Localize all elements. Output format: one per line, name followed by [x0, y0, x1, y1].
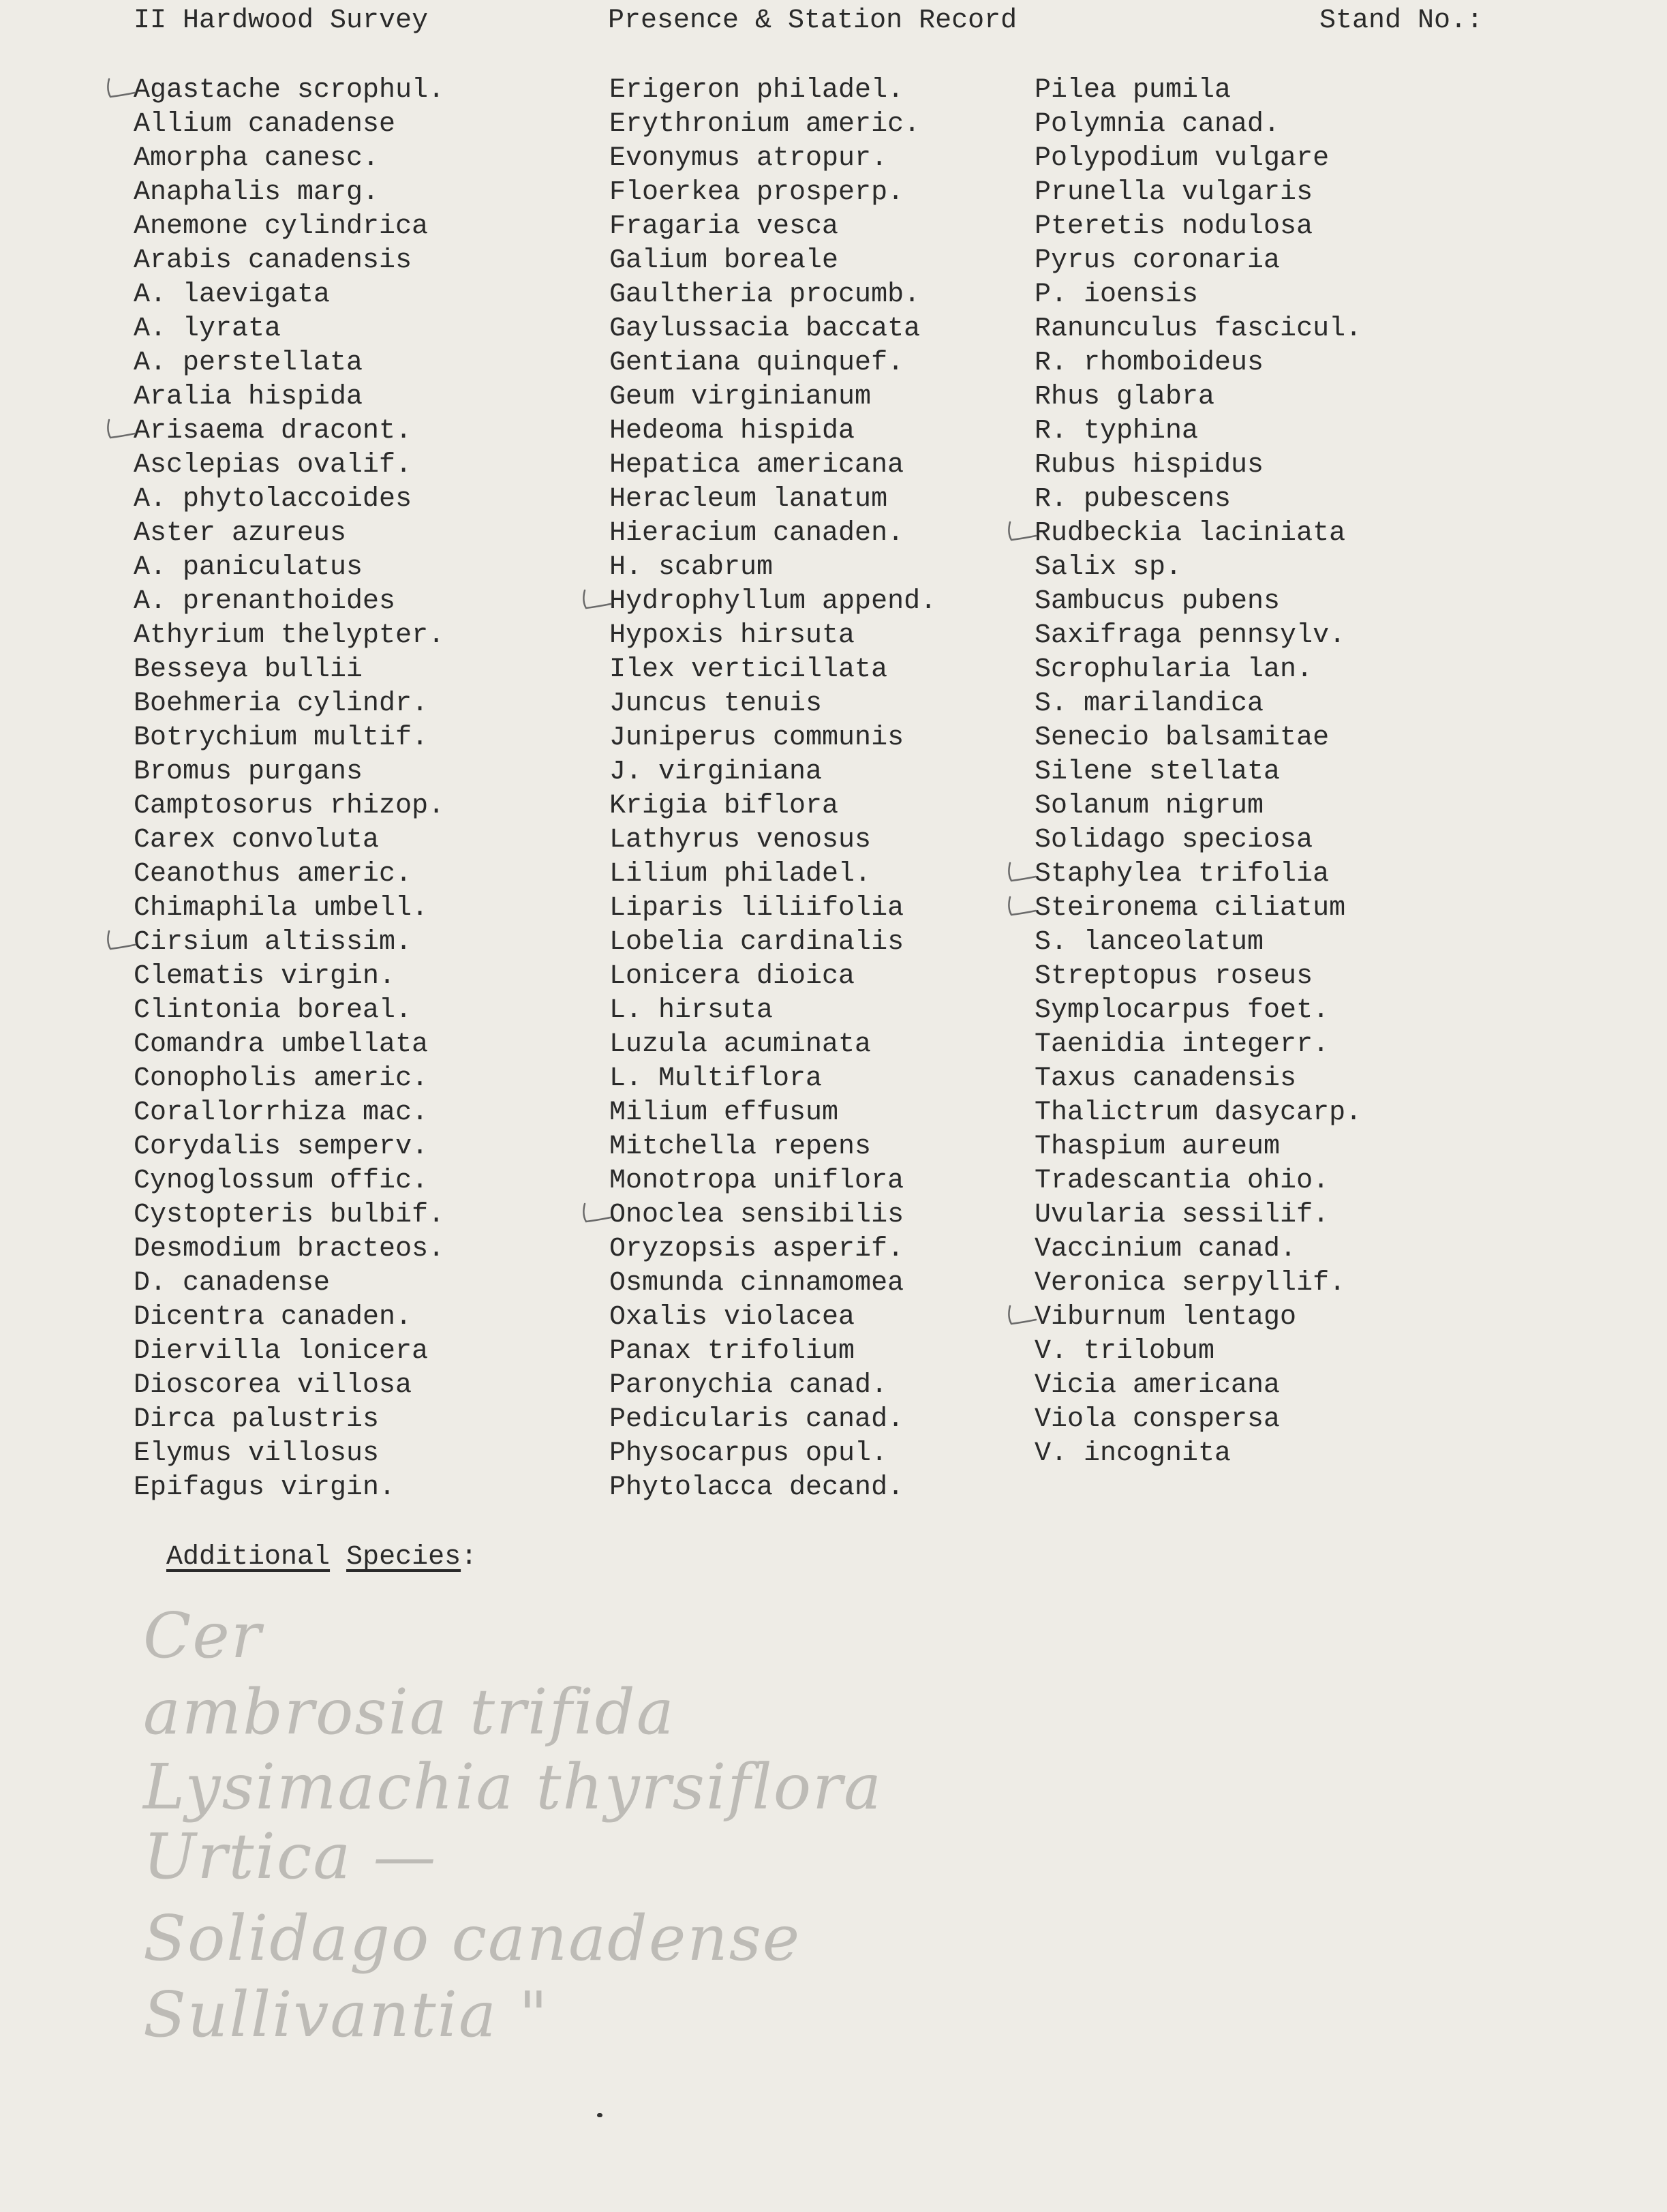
species-name: P. ioensis	[1035, 279, 1199, 310]
species-item	[609, 1335, 936, 1369]
handwritten-line-1: Cer	[143, 1599, 262, 1672]
species-name: Scrophularia lan.	[1035, 654, 1313, 685]
pencil-check-icon	[105, 75, 136, 102]
species-name: Onoclea sensibilis	[609, 1200, 904, 1230]
species-name: A. perstellata	[134, 348, 363, 378]
species-name: Dirca palustris	[134, 1404, 380, 1435]
species-item	[609, 210, 936, 244]
species-item	[134, 74, 444, 108]
pencil-check-icon	[581, 1200, 612, 1227]
species-item	[609, 449, 936, 483]
species-item	[1035, 449, 1362, 483]
species-name: Corallorrhiza mac.	[134, 1097, 429, 1128]
pencil-check-icon	[1006, 1302, 1037, 1329]
species-item	[609, 1471, 936, 1505]
species-name: Oxalis violacea	[609, 1302, 855, 1333]
species-item	[609, 142, 936, 176]
species-name: Athyrium thelypter.	[134, 620, 445, 651]
species-name: Botrychium multif.	[134, 723, 429, 753]
species-name: Dicentra canaden.	[134, 1302, 412, 1333]
species-name: S. marilandica	[1035, 688, 1264, 719]
species-name: Heracleum lanatum	[609, 484, 888, 515]
species-item	[609, 74, 936, 108]
species-name: Allium canadense	[134, 109, 396, 140]
species-name: Symplocarpus foet.	[1035, 995, 1330, 1026]
species-name: Senecio balsamitae	[1035, 723, 1330, 753]
species-name: Cystopteris bulbif.	[134, 1200, 445, 1230]
species-name: Thaspium aureum	[1035, 1132, 1281, 1162]
species-name: Hieracium canaden.	[609, 518, 904, 549]
species-item	[609, 244, 936, 278]
species-item	[609, 789, 936, 823]
species-item	[1035, 244, 1362, 278]
species-item	[1035, 312, 1362, 346]
species-item	[1035, 517, 1362, 551]
species-name: Uvularia sessilif.	[1035, 1200, 1330, 1230]
species-item	[1035, 483, 1362, 517]
species-item	[1035, 789, 1362, 823]
species-item	[1035, 926, 1362, 960]
species-name: Juniperus communis	[609, 723, 904, 753]
species-name: Viburnum lentago	[1035, 1302, 1297, 1333]
species-item	[134, 1403, 444, 1437]
species-item	[134, 483, 444, 517]
species-item	[134, 1369, 444, 1403]
species-item	[609, 585, 936, 619]
species-name: Staphylea trifolia	[1035, 859, 1330, 890]
species-item	[134, 653, 444, 687]
species-item	[1035, 755, 1362, 789]
species-name: Clintonia boreal.	[134, 995, 412, 1026]
species-item	[134, 789, 444, 823]
species-name: Hypoxis hirsuta	[609, 620, 855, 651]
species-item	[609, 755, 936, 789]
species-name: Hydrophyllum append.	[609, 586, 937, 617]
species-name: Hepatica americana	[609, 450, 904, 481]
species-name: Ceanothus americ.	[134, 859, 412, 890]
species-name: Ranunculus fascicul.	[1035, 314, 1362, 344]
species-name: Elymus villosus	[134, 1438, 380, 1469]
species-item	[134, 108, 444, 142]
species-item	[1035, 1403, 1362, 1437]
species-item	[1035, 142, 1362, 176]
species-name: L. Multiflora	[609, 1063, 823, 1094]
species-name: Pedicularis canad.	[609, 1404, 904, 1435]
species-name: Solanum nigrum	[1035, 791, 1264, 821]
species-item	[134, 312, 444, 346]
species-item	[609, 1301, 936, 1335]
species-name: Vicia americana	[1035, 1370, 1281, 1401]
species-name: Anemone cylindrica	[134, 211, 429, 242]
species-name: Monotropa uniflora	[609, 1166, 904, 1196]
species-name: Rudbeckia laciniata	[1035, 518, 1346, 549]
species-item	[134, 142, 444, 176]
species-item	[1035, 994, 1362, 1028]
species-name: Krigia biflora	[609, 791, 839, 821]
species-item	[1035, 1164, 1362, 1198]
species-item	[1035, 1369, 1362, 1403]
species-name: Veronica serpyllif.	[1035, 1268, 1346, 1299]
species-name: Lilium philadel.	[609, 859, 872, 890]
species-item	[609, 1028, 936, 1062]
species-name: R. rhomboideus	[1035, 348, 1264, 378]
species-item	[134, 994, 444, 1028]
species-item	[609, 653, 936, 687]
species-item	[609, 1130, 936, 1164]
species-column-2	[609, 74, 936, 1505]
species-item	[609, 994, 936, 1028]
species-item	[1035, 380, 1362, 414]
species-item	[1035, 1096, 1362, 1130]
species-item	[134, 585, 444, 619]
species-name: Silene stellata	[1035, 757, 1281, 787]
species-item	[1035, 176, 1362, 210]
species-name: Paronychia canad.	[609, 1370, 888, 1401]
species-name: Dioscorea villosa	[134, 1370, 412, 1401]
species-name: Asclepias ovalif.	[134, 450, 412, 481]
species-name: Conopholis americ.	[134, 1063, 429, 1094]
species-name: Camptosorus rhizop.	[134, 791, 445, 821]
species-name: Gaultheria procumb.	[609, 279, 921, 310]
species-name: Desmodium bracteos.	[134, 1234, 445, 1264]
species-name: Sambucus pubens	[1035, 586, 1281, 617]
species-name: Ilex verticillata	[609, 654, 888, 685]
species-name: Osmunda cinnamomea	[609, 1268, 904, 1299]
species-name: S. lanceolatum	[1035, 927, 1264, 958]
species-name: Tradescantia ohio.	[1035, 1166, 1330, 1196]
species-name: J. virginiana	[609, 757, 823, 787]
species-item	[609, 108, 936, 142]
species-name: Erigeron philadel.	[609, 75, 904, 106]
species-name: Erythronium americ.	[609, 109, 921, 140]
species-name: Polypodium vulgare	[1035, 143, 1330, 174]
species-item	[134, 619, 444, 653]
species-name: A. phytolaccoides	[134, 484, 412, 515]
species-item	[1035, 1130, 1362, 1164]
species-name: Diervilla lonicera	[134, 1336, 429, 1367]
pencil-check-icon	[105, 927, 136, 954]
species-name: Polymnia canad.	[1035, 109, 1281, 140]
species-item	[134, 960, 444, 994]
pencil-check-icon	[1006, 859, 1037, 886]
stand-number-label: Stand No.:	[1319, 5, 1484, 36]
species-name: Gentiana quinquef.	[609, 348, 904, 378]
species-item	[1035, 1198, 1362, 1232]
species-name: Pteretis nodulosa	[1035, 211, 1313, 242]
species-item	[1035, 1437, 1362, 1471]
species-item	[134, 449, 444, 483]
species-item	[134, 721, 444, 755]
species-item	[134, 517, 444, 551]
species-item	[1035, 1232, 1362, 1267]
survey-title: II Hardwood Survey	[134, 5, 429, 36]
species-item	[609, 926, 936, 960]
species-name: Mitchella repens	[609, 1132, 872, 1162]
species-name: Arisaema dracont.	[134, 416, 412, 446]
species-item	[134, 1437, 444, 1471]
handwritten-line-5: Solidago canadense	[143, 1902, 801, 1975]
species-name: Aralia hispida	[134, 382, 363, 412]
species-item	[134, 244, 444, 278]
species-item	[609, 1369, 936, 1403]
species-item	[609, 687, 936, 721]
species-name: Corydalis semperv.	[134, 1132, 429, 1162]
species-name: A. lyrata	[134, 314, 281, 344]
additional-species-heading	[166, 1542, 477, 1573]
species-item	[1035, 414, 1362, 449]
species-name: Geum virginianum	[609, 382, 872, 412]
species-item	[134, 823, 444, 858]
species-item	[134, 1335, 444, 1369]
species-item	[1035, 1062, 1362, 1096]
additional-label: Additional	[166, 1542, 331, 1573]
species-item	[134, 210, 444, 244]
species-name: Boehmeria cylindr.	[134, 688, 429, 719]
species-item	[609, 346, 936, 380]
species-name: Agastache scrophul.	[134, 75, 445, 106]
species-name: Evonymus atropur.	[609, 143, 888, 174]
species-name: A. paniculatus	[134, 552, 363, 583]
species-name: Rubus hispidus	[1035, 450, 1264, 481]
species-item	[1035, 858, 1362, 892]
species-name: Fragaria vesca	[609, 211, 839, 242]
species-name: V. incognita	[1035, 1438, 1232, 1469]
species-item	[1035, 108, 1362, 142]
species-name: Thalictrum dasycarp.	[1035, 1097, 1362, 1128]
species-item	[609, 380, 936, 414]
species-name: Streptopus roseus	[1035, 961, 1313, 992]
species-name: Taenidia integerr.	[1035, 1029, 1330, 1060]
species-item	[609, 483, 936, 517]
pencil-check-icon	[1006, 518, 1037, 545]
species-name: Lathyrus venosus	[609, 825, 872, 855]
species-name: Aster azureus	[134, 518, 347, 549]
species-item	[609, 1062, 936, 1096]
species-item	[1035, 823, 1362, 858]
species-name: R. pubescens	[1035, 484, 1232, 515]
species-item	[134, 687, 444, 721]
species-name: Milium effusum	[609, 1097, 839, 1128]
pencil-check-icon	[581, 586, 612, 613]
species-name: Comandra umbellata	[134, 1029, 429, 1060]
species-item	[134, 1028, 444, 1062]
species-item	[134, 414, 444, 449]
species-item	[134, 176, 444, 210]
species-item	[609, 823, 936, 858]
species-item	[1035, 687, 1362, 721]
species-name: Carex convoluta	[134, 825, 380, 855]
species-name: Gaylussacia baccata	[609, 314, 921, 344]
species-name: H. scabrum	[609, 552, 774, 583]
species-name: Bromus purgans	[134, 757, 363, 787]
species-name: Cynoglossum offic.	[134, 1166, 429, 1196]
species-name: Oryzopsis asperif.	[609, 1234, 904, 1264]
species-name: Chimaphila umbell.	[134, 893, 429, 924]
species-item	[609, 312, 936, 346]
species-name: Physocarpus opul.	[609, 1438, 888, 1469]
species-item	[1035, 210, 1362, 244]
species-name: Clematis virgin.	[134, 961, 396, 992]
species-item	[1035, 551, 1362, 585]
species-name: Hedeoma hispida	[609, 416, 855, 446]
species-item	[609, 517, 936, 551]
species-name: Phytolacca decand.	[609, 1472, 904, 1503]
species-name: Saxifraga pennsylv.	[1035, 620, 1346, 651]
pencil-check-icon	[105, 416, 136, 443]
species-item	[1035, 1335, 1362, 1369]
species-item	[609, 1267, 936, 1301]
species-name: Epifagus virgin.	[134, 1472, 396, 1503]
species-item	[609, 1232, 936, 1267]
species-name: Liparis liliifolia	[609, 893, 904, 924]
species-name: A. laevigata	[134, 279, 331, 310]
species-item	[609, 960, 936, 994]
species-item	[134, 380, 444, 414]
species-item	[1035, 1267, 1362, 1301]
species-name: Lobelia cardinalis	[609, 927, 904, 958]
species-name: Lonicera dioica	[609, 961, 855, 992]
species-name: Juncus tenuis	[609, 688, 823, 719]
species-item	[134, 858, 444, 892]
handwritten-line-3: Lysimachia thyrsiflora	[143, 1751, 883, 1823]
species-name: Solidago speciosa	[1035, 825, 1313, 855]
species-column-1	[134, 74, 444, 1505]
handwritten-line-6: Sullivantia "	[143, 1978, 549, 2051]
species-item	[1035, 1028, 1362, 1062]
species-item	[134, 1130, 444, 1164]
species-item	[134, 1198, 444, 1232]
species-item	[1035, 960, 1362, 994]
species-item	[134, 926, 444, 960]
species-name: Salix sp.	[1035, 552, 1182, 583]
species-name: Besseya bullii	[134, 654, 363, 685]
species-item	[1035, 619, 1362, 653]
species-item	[1035, 653, 1362, 687]
species-item	[1035, 346, 1362, 380]
species-name: Steironema ciliatum	[1035, 893, 1346, 924]
species-item	[134, 1471, 444, 1505]
species-name: Arabis canadensis	[134, 245, 412, 276]
species-item	[1035, 892, 1362, 926]
heading-colon: :	[461, 1542, 478, 1573]
handwritten-line-4: Urtica —	[143, 1820, 438, 1893]
species-item	[609, 414, 936, 449]
species-item	[609, 721, 936, 755]
species-item	[609, 619, 936, 653]
species-name: Amorpha canesc.	[134, 143, 380, 174]
species-item	[609, 1198, 936, 1232]
species-column-3	[1035, 74, 1362, 1471]
pencil-check-icon	[1006, 893, 1037, 920]
species-name: R. typhina	[1035, 416, 1199, 446]
species-item	[609, 1096, 936, 1130]
species-item	[134, 278, 444, 312]
species-name: Floerkea prosperp.	[609, 177, 904, 208]
species-item	[609, 551, 936, 585]
species-item	[134, 1062, 444, 1096]
species-label: Species	[346, 1542, 461, 1573]
handwritten-line-2: ambrosia trifida	[143, 1676, 675, 1748]
species-name: Prunella vulgaris	[1035, 177, 1313, 208]
species-item	[134, 755, 444, 789]
species-name: Anaphalis marg.	[134, 177, 380, 208]
species-item	[134, 892, 444, 926]
species-name: Taxus canadensis	[1035, 1063, 1297, 1094]
species-name: Pilea pumila	[1035, 75, 1232, 106]
species-item	[1035, 278, 1362, 312]
species-name: Galium boreale	[609, 245, 839, 276]
species-name: Viola conspersa	[1035, 1404, 1281, 1435]
species-item	[134, 1301, 444, 1335]
record-title: Presence & Station Record	[608, 5, 1018, 36]
species-name: V. trilobum	[1035, 1336, 1215, 1367]
species-item	[1035, 74, 1362, 108]
species-item	[609, 858, 936, 892]
species-item	[609, 1164, 936, 1198]
species-item	[134, 1232, 444, 1267]
species-name: Panax trifolium	[609, 1336, 855, 1367]
species-name: L. hirsuta	[609, 995, 774, 1026]
ink-speck	[597, 2113, 602, 2117]
species-name: Luzula acuminata	[609, 1029, 872, 1060]
species-item	[1035, 585, 1362, 619]
species-item	[609, 1403, 936, 1437]
species-name: Pyrus coronaria	[1035, 245, 1281, 276]
species-item	[134, 346, 444, 380]
species-name: Vaccinium canad.	[1035, 1234, 1297, 1264]
species-item	[134, 551, 444, 585]
species-name: Rhus glabra	[1035, 382, 1215, 412]
species-name: Cirsium altissim.	[134, 927, 412, 958]
species-item	[609, 176, 936, 210]
species-item	[609, 892, 936, 926]
species-item	[609, 278, 936, 312]
species-item	[134, 1267, 444, 1301]
species-item	[1035, 721, 1362, 755]
species-item	[1035, 1301, 1362, 1335]
species-item	[134, 1096, 444, 1130]
species-name: A. prenanthoides	[134, 586, 396, 617]
species-item	[609, 1437, 936, 1471]
species-item	[134, 1164, 444, 1198]
species-name: D. canadense	[134, 1268, 331, 1299]
